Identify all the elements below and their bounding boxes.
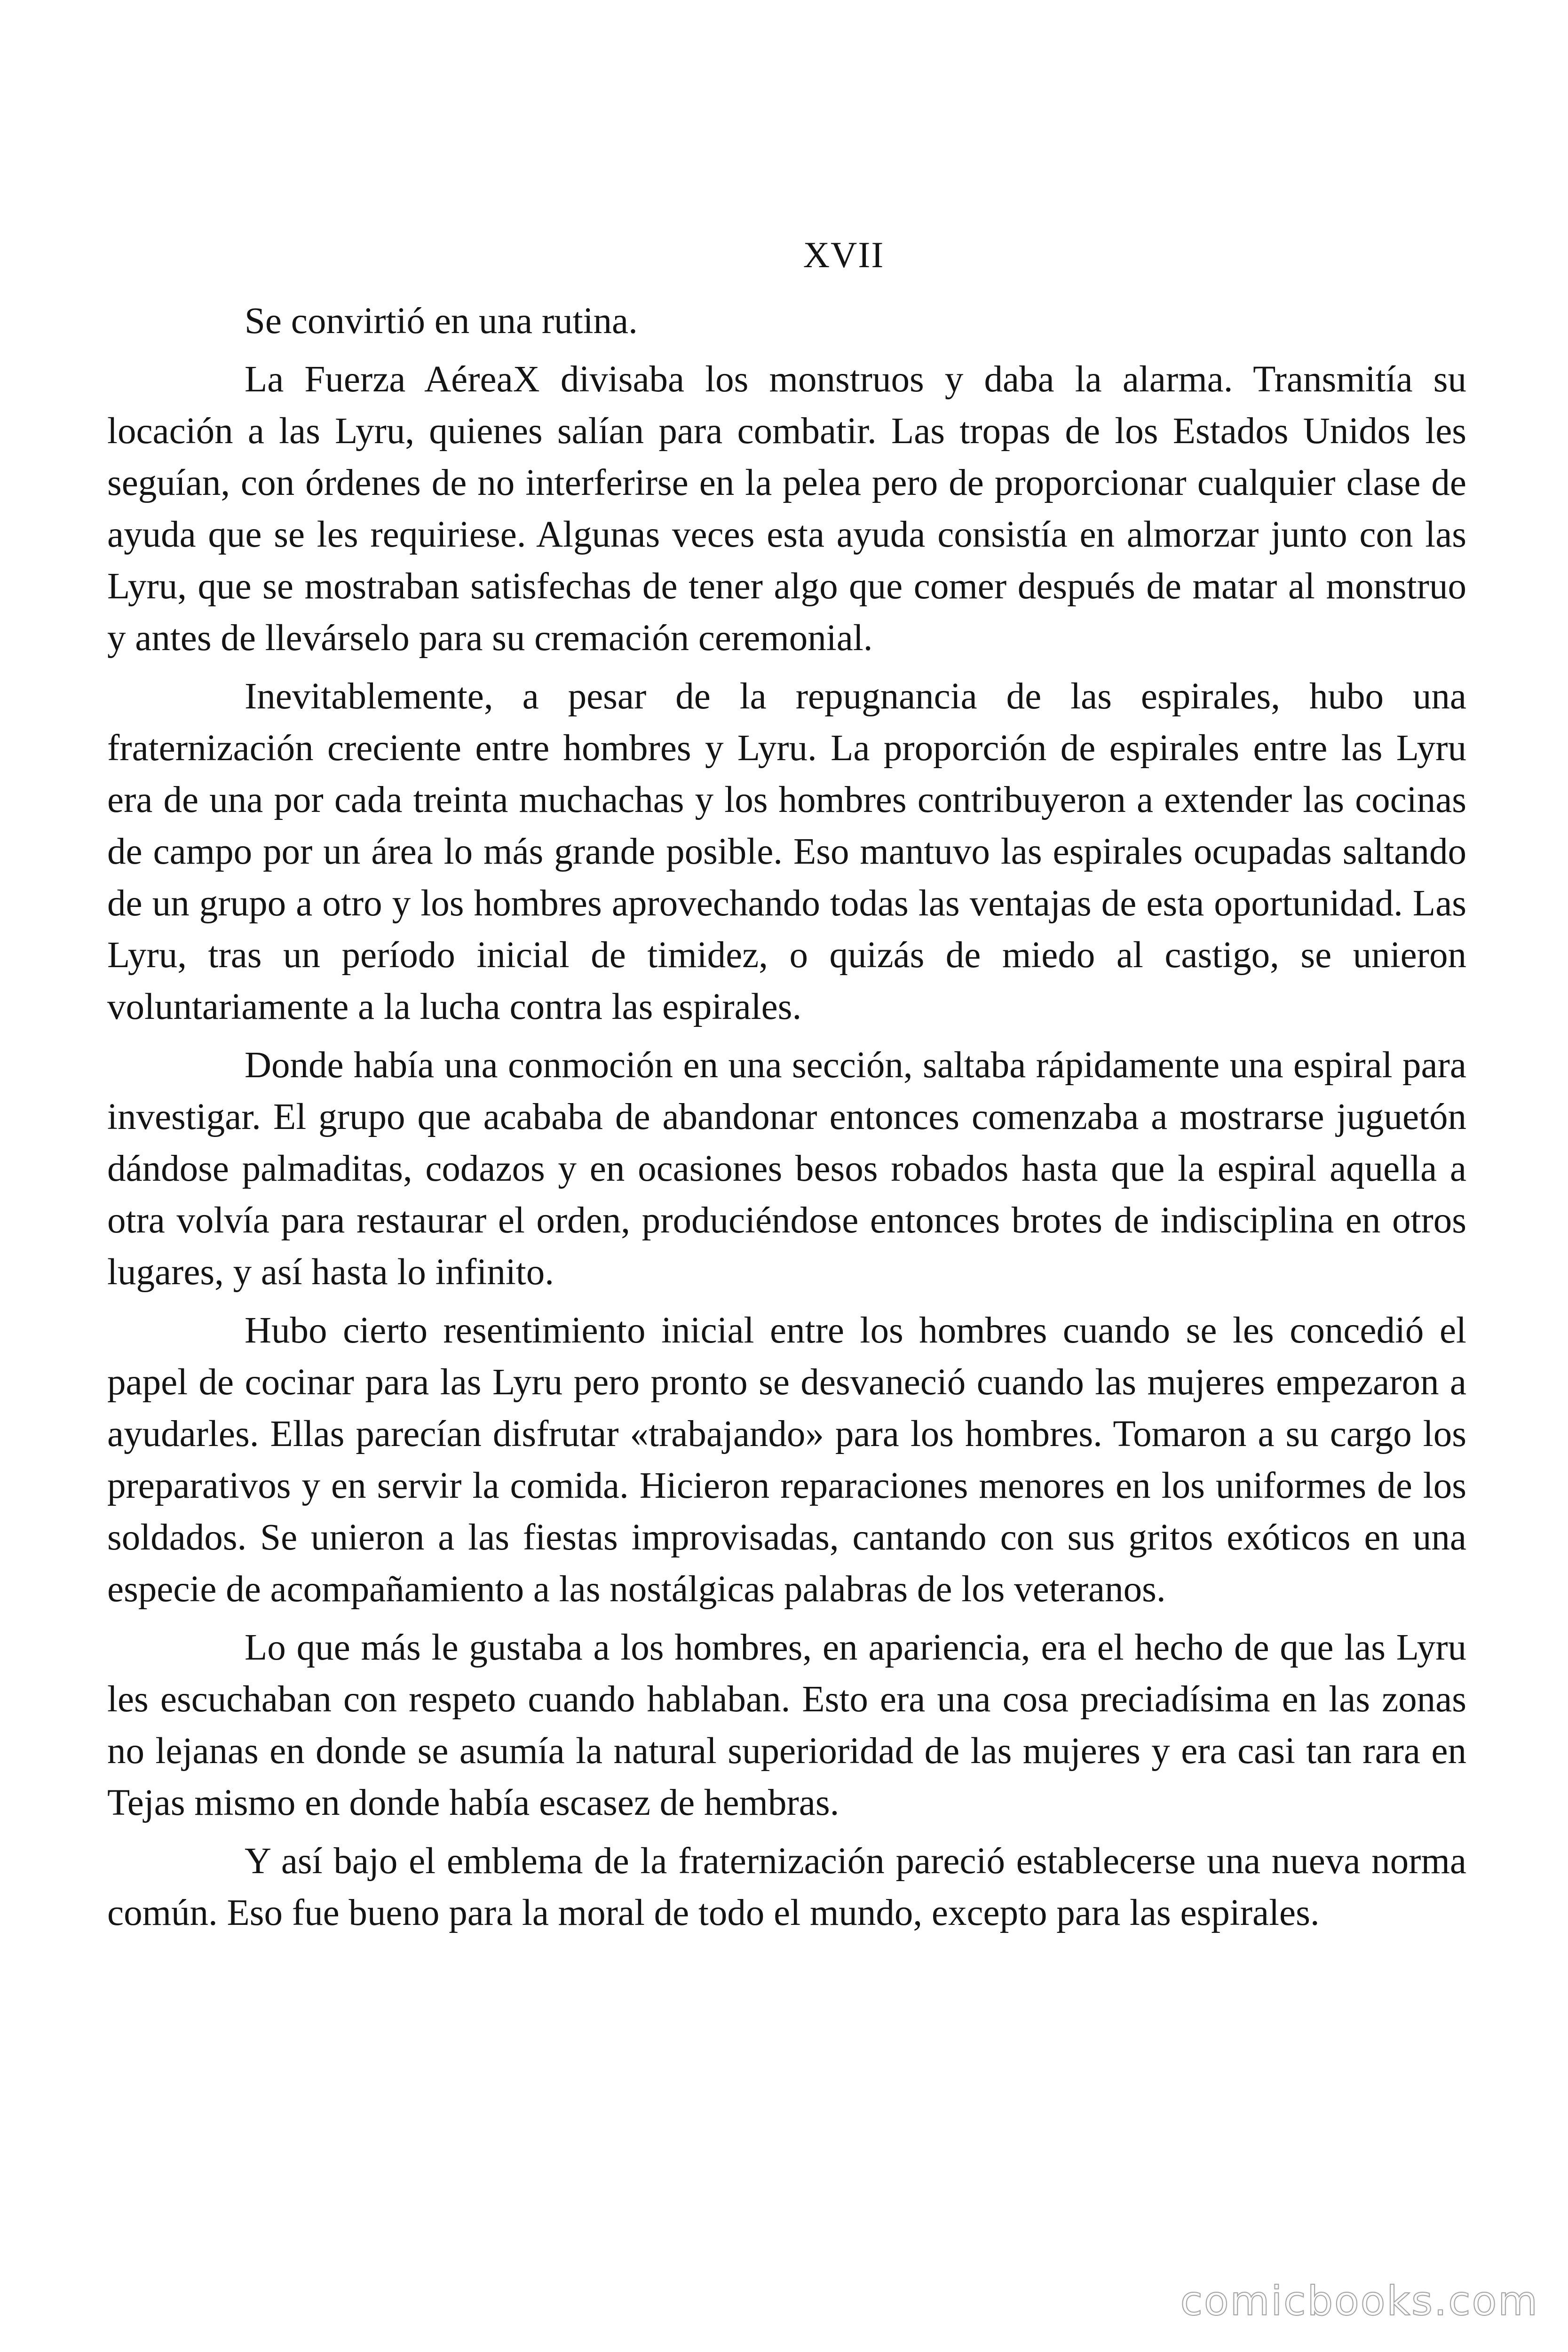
chapter-body xyxy=(107,295,1466,1946)
watermark-logo: comicbooks.com xyxy=(1180,2278,1539,2325)
paragraph-4: Donde había una conmoción en una sección, saltaba rápidamente una espiral para investigar. El grupo que acababa de abandonar entonces comenzaba a mostrarse juguetón dándose palmaditas, codazos y en ocasiones besos robados hasta que la espiral aquella a otra volvía para restaurar el orden, produciéndose entonces brotes de indisciplina en otros lugares, y así hasta lo infinito. xyxy=(107,1045,1466,1293)
paragraph-2: La Fuerza AéreaX divisaba los monstruos y daba la alarma. Transmitía su locación a las Lyru, quienes salían para combatir. Las tropas de los Estados Unidos les seguían, con órdenes de no interferirse en la pelea pero de proporcionar cualquier clase de ayuda que se les requiriese. Algunas veces esta ayuda consistía en almorzar junto con las Lyru, que se mostraban satisfechas de tener algo que comer después de matar al monstruo y antes de llevárselo para su cremación ceremonial. xyxy=(107,359,1466,659)
paragraph-5: Hubo cierto resentimiento inicial entre los hombres cuando se les concedió el papel de cocinar para las Lyru pero pronto se desvaneció cuando las mujeres empezaron a ayudarles. Ellas parecían disfrutar «trabajando» para los hombres. Tomaron a su cargo los preparativos y en servir la comida. Hicieron reparaciones menores en los uniformes de los soldados. Se unieron a las fiestas improvisadas, cantando con sus gritos exóticos en una especie de acompañamiento a las nostálgicas palabras de los veteranos. xyxy=(107,1310,1466,1610)
paragraph-6: Lo que más le gustaba a los hombres, en apariencia, era el hecho de que las Lyru les escuchaban con respeto cuando hablaban. Esto era una cosa preciadísima en las zonas no lejanas en donde se asumía la natural superioridad de las mujeres y era casi tan rara en Tejas mismo en donde había escasez de hembras. xyxy=(107,1627,1466,1823)
paragraph-1: Se convirtió en una rutina. xyxy=(245,301,638,342)
paragraph-7: Y así bajo el emblema de la fraternización pareció establecerse una nueva norma común. Eso fue bueno para la moral de todo el mundo, excepto para las espirales. xyxy=(107,1841,1466,1933)
paragraph-3: Inevitablemente, a pesar de la repugnancia de las espirales, hubo una fraternización creciente entre hombres y Lyru. La proporción de espirales entre las Lyru era de una por cada treinta muchachas y los hombres contribuyeron a extender las cocinas de campo por un área lo más grande posible. Eso mantuvo las espirales ocupadas saltando de un grupo a otro y los hombres aprovechando todas las ventajas de esta oportunidad. Las Lyru, tras un período inicial de timidez, o quizás de miedo al castigo, se unieron voluntariamente a la lucha contra las espirales. xyxy=(107,676,1466,1027)
chapter-heading: XVII xyxy=(803,234,885,275)
